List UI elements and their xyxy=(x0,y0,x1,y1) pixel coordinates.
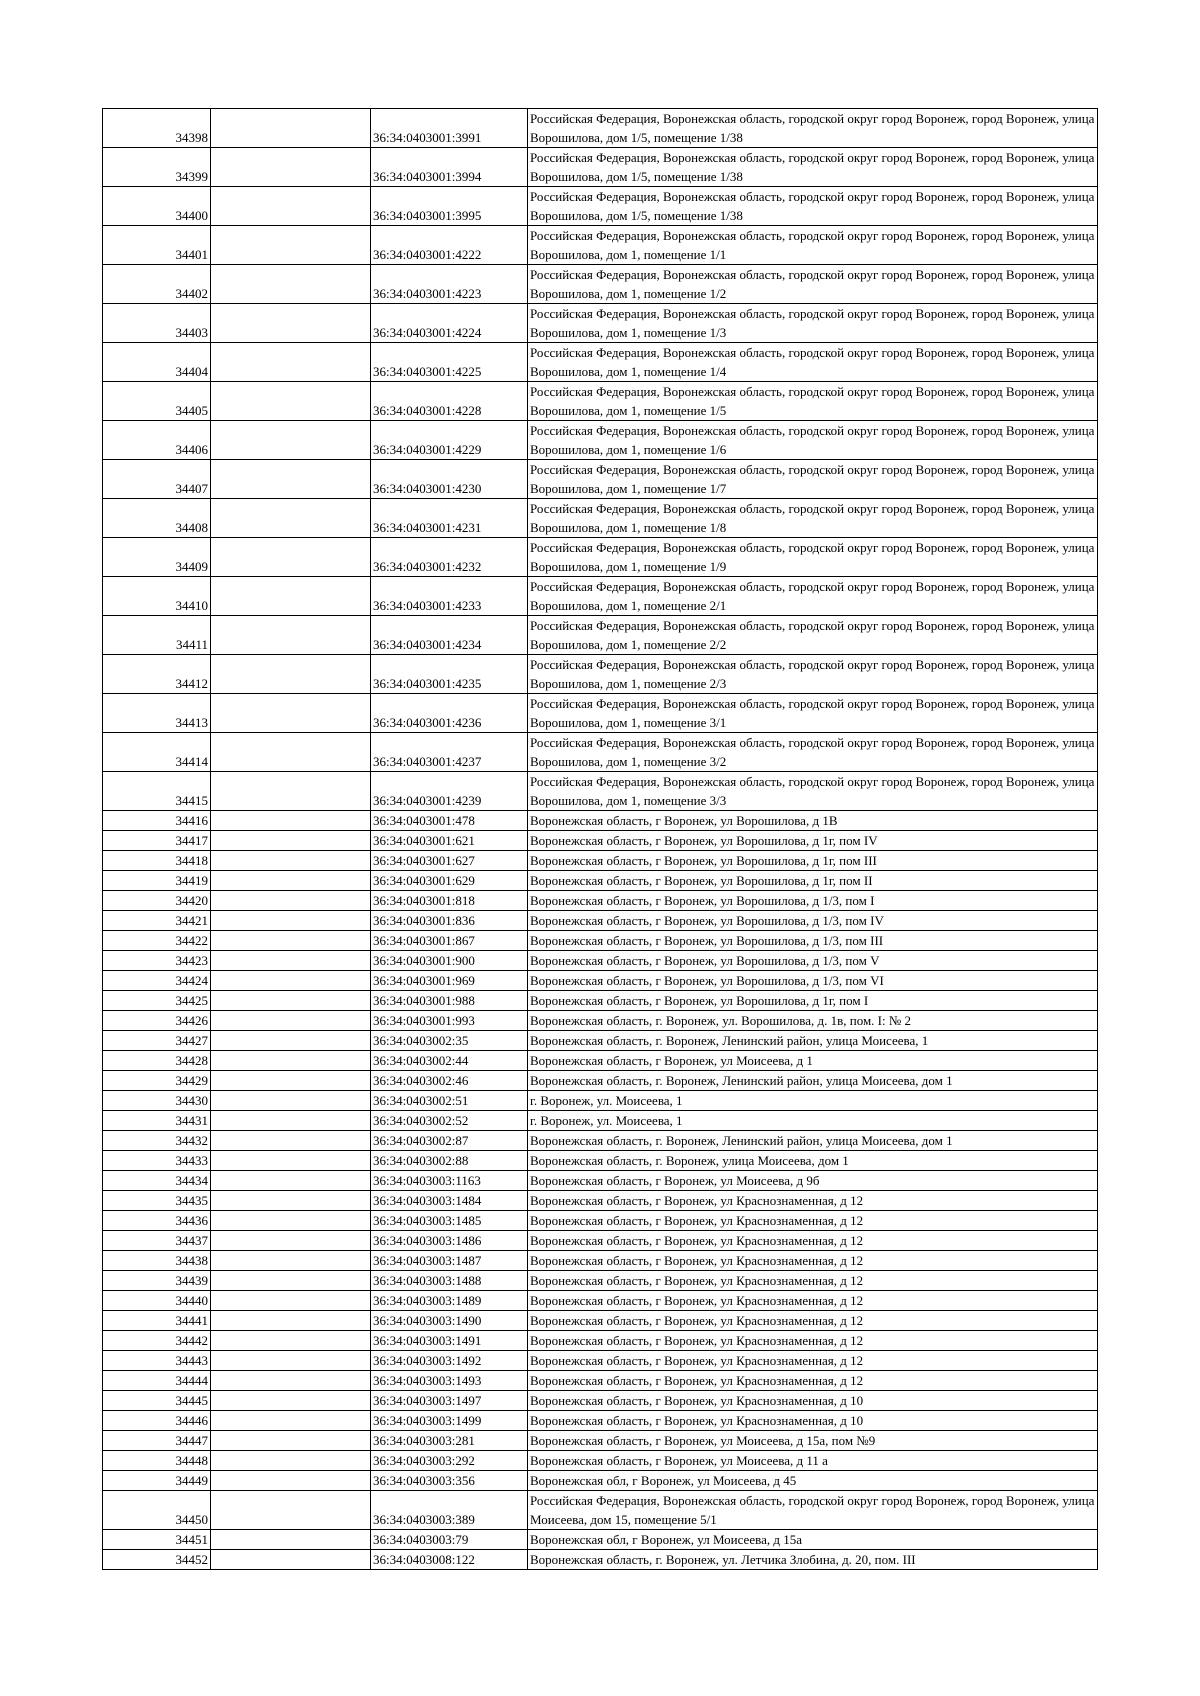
table-row xyxy=(103,421,1098,460)
address-cell: Российская Федерация, Воронежская область, городской округ город Воронеж, город Воронеж, улица Ворошилова, дом 1/5, помещение 1/38 xyxy=(528,148,1098,187)
empty-cell xyxy=(211,1011,371,1031)
address-cell: Российская Федерация, Воронежская область, городской округ город Воронеж, город Воронеж, улица Ворошилова, дом 1, помещение 3/3 xyxy=(528,772,1098,811)
address-cell: Воронежская область, г Воронеж, ул Краснознаменная, д 12 xyxy=(528,1291,1098,1311)
cadastral-number: 36:34:0403001:4234 xyxy=(371,616,528,655)
row-number: 34442 xyxy=(103,1331,211,1351)
table-row xyxy=(103,148,1098,187)
empty-cell xyxy=(211,1530,371,1550)
row-number: 34425 xyxy=(103,991,211,1011)
row-number: 34449 xyxy=(103,1471,211,1491)
cadastral-number: 36:34:0403002:51 xyxy=(371,1091,528,1111)
row-number: 34404 xyxy=(103,343,211,382)
address-cell: Российская Федерация, Воронежская область, городской округ город Воронеж, город Воронеж, улица Ворошилова, дом 1, помещение 2/1 xyxy=(528,577,1098,616)
cadastral-number: 36:34:0403003:1490 xyxy=(371,1311,528,1331)
row-number: 34429 xyxy=(103,1071,211,1091)
address-cell: Российская Федерация, Воронежская область, городской округ город Воронеж, город Воронеж, улица Ворошилова, дом 1, помещение 1/7 xyxy=(528,460,1098,499)
table-row xyxy=(103,911,1098,931)
address-cell: Воронежская область, г Воронеж, ул Моисеева, д 11 а xyxy=(528,1451,1098,1471)
cadastral-number: 36:34:0403003:1486 xyxy=(371,1231,528,1251)
table-row xyxy=(103,1271,1098,1291)
empty-cell xyxy=(211,148,371,187)
cadastral-number: 36:34:0403001:4232 xyxy=(371,538,528,577)
empty-cell xyxy=(211,655,371,694)
address-cell: Российская Федерация, Воронежская область, городской округ город Воронеж, город Воронеж, улица Ворошилова, дом 1, помещение 1/1 xyxy=(528,226,1098,265)
table-row xyxy=(103,891,1098,911)
cadastral-number: 36:34:0403001:4229 xyxy=(371,421,528,460)
cadastral-number: 36:34:0403001:3991 xyxy=(371,109,528,148)
cadastral-number: 36:34:0403001:629 xyxy=(371,871,528,891)
cadastral-number: 36:34:0403001:4222 xyxy=(371,226,528,265)
cadastral-number: 36:34:0403001:4230 xyxy=(371,460,528,499)
empty-cell xyxy=(211,577,371,616)
table-row xyxy=(103,109,1098,148)
row-number: 34409 xyxy=(103,538,211,577)
cadastral-number: 36:34:0403001:621 xyxy=(371,831,528,851)
address-cell: Воронежская область, г Воронеж, ул Ворошилова, д 1г, пом II xyxy=(528,871,1098,891)
address-cell: Воронежская область, г Воронеж, ул Краснознаменная, д 12 xyxy=(528,1371,1098,1391)
row-number: 34433 xyxy=(103,1151,211,1171)
address-cell: Воронежская область, г Воронеж, ул Краснознаменная, д 12 xyxy=(528,1331,1098,1351)
cadastral-number: 36:34:0403001:867 xyxy=(371,931,528,951)
row-number: 34443 xyxy=(103,1351,211,1371)
address-cell: Воронежская область, г Воронеж, ул Краснознаменная, д 12 xyxy=(528,1351,1098,1371)
table-row xyxy=(103,831,1098,851)
row-number: 34447 xyxy=(103,1431,211,1451)
empty-cell xyxy=(211,891,371,911)
address-cell: Российская Федерация, Воронежская область, городской округ город Воронеж, город Воронеж, улица Ворошилова, дом 1, помещение 1/2 xyxy=(528,265,1098,304)
row-number: 34422 xyxy=(103,931,211,951)
table-row xyxy=(103,1491,1098,1530)
empty-cell xyxy=(211,499,371,538)
table-row xyxy=(103,343,1098,382)
row-number: 34432 xyxy=(103,1131,211,1151)
empty-cell xyxy=(211,1431,371,1451)
table-row xyxy=(103,460,1098,499)
empty-cell xyxy=(211,421,371,460)
cadastral-number: 36:34:0403001:836 xyxy=(371,911,528,931)
cadastral-number: 36:34:0403001:969 xyxy=(371,971,528,991)
registry-table xyxy=(102,108,1098,1570)
row-number: 34403 xyxy=(103,304,211,343)
row-number: 34421 xyxy=(103,911,211,931)
table-row xyxy=(103,871,1098,891)
row-number: 34435 xyxy=(103,1191,211,1211)
row-number: 34448 xyxy=(103,1451,211,1471)
address-cell: Российская Федерация, Воронежская область, городской округ город Воронеж, город Воронеж, улица Ворошилова, дом 1, помещение 2/2 xyxy=(528,616,1098,655)
empty-cell xyxy=(211,616,371,655)
cadastral-number: 36:34:0403001:4228 xyxy=(371,382,528,421)
row-number: 34407 xyxy=(103,460,211,499)
cadastral-number: 36:34:0403001:4225 xyxy=(371,343,528,382)
table-row xyxy=(103,1351,1098,1371)
cadastral-number: 36:34:0403003:1484 xyxy=(371,1191,528,1211)
address-cell: Воронежская область, г Воронеж, ул Ворошилова, д 1г, пом I xyxy=(528,991,1098,1011)
table-row xyxy=(103,1231,1098,1251)
cadastral-number: 36:34:0403001:988 xyxy=(371,991,528,1011)
table-row xyxy=(103,187,1098,226)
registry-table-body xyxy=(103,109,1098,1570)
row-number: 34418 xyxy=(103,851,211,871)
empty-cell xyxy=(211,851,371,871)
address-cell: Воронежская область, г Воронеж, ул Ворошилова, д 1В xyxy=(528,811,1098,831)
table-row xyxy=(103,1311,1098,1331)
address-cell: Воронежская область, г Воронеж, ул Ворошилова, д 1/3, пом V xyxy=(528,951,1098,971)
cadastral-number: 36:34:0403001:4237 xyxy=(371,733,528,772)
table-row xyxy=(103,616,1098,655)
empty-cell xyxy=(211,382,371,421)
cadastral-number: 36:34:0403001:627 xyxy=(371,851,528,871)
cadastral-number: 36:34:0403002:44 xyxy=(371,1051,528,1071)
empty-cell xyxy=(211,1311,371,1331)
row-number: 34410 xyxy=(103,577,211,616)
table-row xyxy=(103,1211,1098,1231)
row-number: 34439 xyxy=(103,1271,211,1291)
address-cell: г. Воронеж, ул. Моисеева, 1 xyxy=(528,1111,1098,1131)
table-row xyxy=(103,951,1098,971)
address-cell: Воронежская область, г. Воронеж, ул. Летчика Злобина, д. 20, пом. III xyxy=(528,1550,1098,1570)
table-row xyxy=(103,851,1098,871)
table-row xyxy=(103,694,1098,733)
empty-cell xyxy=(211,1550,371,1570)
cadastral-number: 36:34:0403003:79 xyxy=(371,1530,528,1550)
row-number: 34408 xyxy=(103,499,211,538)
cadastral-number: 36:34:0403003:356 xyxy=(371,1471,528,1491)
address-cell: Российская Федерация, Воронежская область, городской округ город Воронеж, город Воронеж, улица Ворошилова, дом 1, помещение 1/3 xyxy=(528,304,1098,343)
empty-cell xyxy=(211,460,371,499)
cadastral-number: 36:34:0403003:1163 xyxy=(371,1171,528,1191)
address-cell: Воронежская область, г Воронеж, ул Краснознаменная, д 12 xyxy=(528,1231,1098,1251)
row-number: 34414 xyxy=(103,733,211,772)
row-number: 34434 xyxy=(103,1171,211,1191)
address-cell: Воронежская область, г. Воронеж, Ленинский район, улица Моисеева, 1 xyxy=(528,1031,1098,1051)
table-row xyxy=(103,1471,1098,1491)
empty-cell xyxy=(211,1031,371,1051)
table-row xyxy=(103,1451,1098,1471)
row-number: 34406 xyxy=(103,421,211,460)
row-number: 34401 xyxy=(103,226,211,265)
row-number: 34436 xyxy=(103,1211,211,1231)
cadastral-number: 36:34:0403003:281 xyxy=(371,1431,528,1451)
row-number: 34440 xyxy=(103,1291,211,1311)
cadastral-number: 36:34:0403002:87 xyxy=(371,1131,528,1151)
address-cell: Российская Федерация, Воронежская область, городской округ город Воронеж, город Воронеж, улица Ворошилова, дом 1, помещение 3/2 xyxy=(528,733,1098,772)
cadastral-number: 36:34:0403008:122 xyxy=(371,1550,528,1570)
row-number: 34431 xyxy=(103,1111,211,1131)
table-row xyxy=(103,1191,1098,1211)
address-cell: Воронежская область, г Воронеж, ул Краснознаменная, д 10 xyxy=(528,1411,1098,1431)
address-cell: Воронежская область, г Воронеж, ул Моисеева, д 1 xyxy=(528,1051,1098,1071)
table-row xyxy=(103,382,1098,421)
row-number: 34428 xyxy=(103,1051,211,1071)
address-cell: Российская Федерация, Воронежская область, городской округ город Воронеж, город Воронеж, улица Ворошилова, дом 1, помещение 1/6 xyxy=(528,421,1098,460)
empty-cell xyxy=(211,1271,371,1291)
table-row xyxy=(103,577,1098,616)
row-number: 34402 xyxy=(103,265,211,304)
cadastral-number: 36:34:0403002:35 xyxy=(371,1031,528,1051)
address-cell: Воронежская обл, г Воронеж, ул Моисеева, д 45 xyxy=(528,1471,1098,1491)
cadastral-number: 36:34:0403002:88 xyxy=(371,1151,528,1171)
empty-cell xyxy=(211,304,371,343)
table-row xyxy=(103,733,1098,772)
table-row xyxy=(103,1371,1098,1391)
cadastral-number: 36:34:0403003:1489 xyxy=(371,1291,528,1311)
row-number: 34416 xyxy=(103,811,211,831)
address-cell: Воронежская область, г Воронеж, ул Моисеева, д 9б xyxy=(528,1171,1098,1191)
empty-cell xyxy=(211,265,371,304)
empty-cell xyxy=(211,1411,371,1431)
cadastral-number: 36:34:0403001:3994 xyxy=(371,148,528,187)
address-cell: Воронежская область, г Воронеж, ул Ворошилова, д 1/3, пом III xyxy=(528,931,1098,951)
table-row xyxy=(103,1131,1098,1151)
cadastral-number: 36:34:0403003:1499 xyxy=(371,1411,528,1431)
cadastral-number: 36:34:0403001:993 xyxy=(371,1011,528,1031)
empty-cell xyxy=(211,1051,371,1071)
address-cell: Российская Федерация, Воронежская область, городской округ город Воронеж, город Воронеж, улица Ворошилова, дом 1/5, помещение 1/38 xyxy=(528,109,1098,148)
address-cell: Воронежская область, г. Воронеж, Ленинский район, улица Моисеева, дом 1 xyxy=(528,1071,1098,1091)
empty-cell xyxy=(211,772,371,811)
table-row xyxy=(103,1031,1098,1051)
row-number: 34427 xyxy=(103,1031,211,1051)
empty-cell xyxy=(211,1191,371,1211)
address-cell: Воронежская область, г Воронеж, ул Краснознаменная, д 12 xyxy=(528,1311,1098,1331)
address-cell: Воронежская область, г Воронеж, ул Ворошилова, д 1/3, пом I xyxy=(528,891,1098,911)
row-number: 34430 xyxy=(103,1091,211,1111)
table-row xyxy=(103,1111,1098,1131)
row-number: 34444 xyxy=(103,1371,211,1391)
cadastral-number: 36:34:0403003:292 xyxy=(371,1451,528,1471)
table-row xyxy=(103,772,1098,811)
row-number: 34415 xyxy=(103,772,211,811)
empty-cell xyxy=(211,733,371,772)
address-cell: Воронежская область, г Воронеж, ул Краснознаменная, д 12 xyxy=(528,1251,1098,1271)
empty-cell xyxy=(211,1471,371,1491)
cadastral-number: 36:34:0403001:4236 xyxy=(371,694,528,733)
cadastral-number: 36:34:0403001:4223 xyxy=(371,265,528,304)
cadastral-number: 36:34:0403002:46 xyxy=(371,1071,528,1091)
cadastral-number: 36:34:0403001:478 xyxy=(371,811,528,831)
table-row xyxy=(103,1411,1098,1431)
empty-cell xyxy=(211,1291,371,1311)
table-row xyxy=(103,265,1098,304)
empty-cell xyxy=(211,1171,371,1191)
address-cell: Воронежская область, г Воронеж, ул Краснознаменная, д 12 xyxy=(528,1191,1098,1211)
row-number: 34441 xyxy=(103,1311,211,1331)
address-cell: Воронежская область, г Воронеж, ул Краснознаменная, д 12 xyxy=(528,1211,1098,1231)
cadastral-number: 36:34:0403001:4231 xyxy=(371,499,528,538)
row-number: 34450 xyxy=(103,1491,211,1530)
empty-cell xyxy=(211,1331,371,1351)
row-number: 34413 xyxy=(103,694,211,733)
empty-cell xyxy=(211,109,371,148)
row-number: 34412 xyxy=(103,655,211,694)
table-row xyxy=(103,1151,1098,1171)
row-number: 34398 xyxy=(103,109,211,148)
row-number: 34423 xyxy=(103,951,211,971)
table-row xyxy=(103,991,1098,1011)
empty-cell xyxy=(211,971,371,991)
table-row xyxy=(103,1051,1098,1071)
address-cell: Воронежская область, г. Воронеж, Ленинский район, улица Моисеева, дом 1 xyxy=(528,1131,1098,1151)
address-cell: Воронежская область, г Воронеж, ул Ворошилова, д 1/3, пом VI xyxy=(528,971,1098,991)
empty-cell xyxy=(211,1091,371,1111)
table-row xyxy=(103,226,1098,265)
table-row xyxy=(103,1251,1098,1271)
cadastral-number: 36:34:0403003:1488 xyxy=(371,1271,528,1291)
table-row xyxy=(103,655,1098,694)
row-number: 34420 xyxy=(103,891,211,911)
empty-cell xyxy=(211,811,371,831)
empty-cell xyxy=(211,1251,371,1271)
row-number: 34405 xyxy=(103,382,211,421)
empty-cell xyxy=(211,1351,371,1371)
cadastral-number: 36:34:0403003:1493 xyxy=(371,1371,528,1391)
cadastral-number: 36:34:0403001:4224 xyxy=(371,304,528,343)
table-row xyxy=(103,538,1098,577)
cadastral-number: 36:34:0403003:389 xyxy=(371,1491,528,1530)
table-row xyxy=(103,1431,1098,1451)
address-cell: Российская Федерация, Воронежская область, городской округ город Воронеж, город Воронеж, улица Ворошилова, дом 1, помещение 3/1 xyxy=(528,694,1098,733)
address-cell: Российская Федерация, Воронежская область, городской округ город Воронеж, город Воронеж, улица Ворошилова, дом 1, помещение 1/9 xyxy=(528,538,1098,577)
cadastral-number: 36:34:0403003:1492 xyxy=(371,1351,528,1371)
cadastral-number: 36:34:0403003:1491 xyxy=(371,1331,528,1351)
cadastral-number: 36:34:0403002:52 xyxy=(371,1111,528,1131)
table-row xyxy=(103,971,1098,991)
cadastral-number: 36:34:0403003:1487 xyxy=(371,1251,528,1271)
address-cell: Воронежская область, г Воронеж, ул Моисеева, д 15а, пом №9 xyxy=(528,1431,1098,1451)
row-number: 34424 xyxy=(103,971,211,991)
address-cell: Российская Федерация, Воронежская область, городской округ город Воронеж, город Воронеж, улица Ворошилова, дом 1, помещение 2/3 xyxy=(528,655,1098,694)
table-row xyxy=(103,1071,1098,1091)
address-cell: Российская Федерация, Воронежская область, городской округ город Воронеж, город Воронеж, улица Ворошилова, дом 1, помещение 1/4 xyxy=(528,343,1098,382)
row-number: 34452 xyxy=(103,1550,211,1570)
cadastral-number: 36:34:0403003:1497 xyxy=(371,1391,528,1411)
row-number: 34446 xyxy=(103,1411,211,1431)
empty-cell xyxy=(211,343,371,382)
empty-cell xyxy=(211,951,371,971)
table-row xyxy=(103,1011,1098,1031)
address-cell: Воронежская область, г. Воронеж, ул. Ворошилова, д. 1в, пом. I: № 2 xyxy=(528,1011,1098,1031)
address-cell: г. Воронеж, ул. Моисеева, 1 xyxy=(528,1091,1098,1111)
cadastral-number: 36:34:0403001:4233 xyxy=(371,577,528,616)
row-number: 34399 xyxy=(103,148,211,187)
cadastral-number: 36:34:0403003:1485 xyxy=(371,1211,528,1231)
row-number: 34437 xyxy=(103,1231,211,1251)
row-number: 34411 xyxy=(103,616,211,655)
empty-cell xyxy=(211,911,371,931)
cadastral-number: 36:34:0403001:4235 xyxy=(371,655,528,694)
address-cell: Российская Федерация, Воронежская область, городской округ город Воронеж, город Воронеж, улица Ворошилова, дом 1/5, помещение 1/38 xyxy=(528,187,1098,226)
address-cell: Российская Федерация, Воронежская область, городской округ город Воронеж, город Воронеж, улица Моисеева, дом 15, помещение 5/1 xyxy=(528,1491,1098,1530)
table-row xyxy=(103,1171,1098,1191)
address-cell: Воронежская область, г. Воронеж, улица Моисеева, дом 1 xyxy=(528,1151,1098,1171)
empty-cell xyxy=(211,1451,371,1471)
table-row xyxy=(103,1291,1098,1311)
address-cell: Воронежская область, г Воронеж, ул Ворошилова, д 1г, пом IV xyxy=(528,831,1098,851)
empty-cell xyxy=(211,871,371,891)
row-number: 34451 xyxy=(103,1530,211,1550)
empty-cell xyxy=(211,694,371,733)
cadastral-number: 36:34:0403001:3995 xyxy=(371,187,528,226)
table-row xyxy=(103,1091,1098,1111)
empty-cell xyxy=(211,1371,371,1391)
empty-cell xyxy=(211,1111,371,1131)
row-number: 34417 xyxy=(103,831,211,851)
empty-cell xyxy=(211,1231,371,1251)
address-cell: Воронежская область, г Воронеж, ул Ворошилова, д 1/3, пом IV xyxy=(528,911,1098,931)
empty-cell xyxy=(211,1131,371,1151)
table-row xyxy=(103,1331,1098,1351)
row-number: 34438 xyxy=(103,1251,211,1271)
table-row xyxy=(103,499,1098,538)
empty-cell xyxy=(211,1391,371,1411)
address-cell: Воронежская область, г Воронеж, ул Краснознаменная, д 12 xyxy=(528,1271,1098,1291)
empty-cell xyxy=(211,831,371,851)
table-row xyxy=(103,931,1098,951)
row-number: 34445 xyxy=(103,1391,211,1411)
empty-cell xyxy=(211,1491,371,1530)
table-row xyxy=(103,1530,1098,1550)
address-cell: Российская Федерация, Воронежская область, городской округ город Воронеж, город Воронеж, улица Ворошилова, дом 1, помещение 1/5 xyxy=(528,382,1098,421)
empty-cell xyxy=(211,1151,371,1171)
cadastral-number: 36:34:0403001:4239 xyxy=(371,772,528,811)
address-cell: Российская Федерация, Воронежская область, городской округ город Воронеж, город Воронеж, улица Ворошилова, дом 1, помещение 1/8 xyxy=(528,499,1098,538)
table-row xyxy=(103,1550,1098,1570)
address-cell: Воронежская обл, г Воронеж, ул Моисеева, д 15а xyxy=(528,1530,1098,1550)
empty-cell xyxy=(211,226,371,265)
empty-cell xyxy=(211,1211,371,1231)
empty-cell xyxy=(211,1071,371,1091)
cadastral-number: 36:34:0403001:900 xyxy=(371,951,528,971)
table-row xyxy=(103,304,1098,343)
row-number: 34419 xyxy=(103,871,211,891)
table-row xyxy=(103,811,1098,831)
cadastral-number: 36:34:0403001:818 xyxy=(371,891,528,911)
empty-cell xyxy=(211,931,371,951)
empty-cell xyxy=(211,538,371,577)
row-number: 34426 xyxy=(103,1011,211,1031)
row-number: 34400 xyxy=(103,187,211,226)
table-row xyxy=(103,1391,1098,1411)
address-cell: Воронежская область, г Воронеж, ул Ворошилова, д 1г, пом III xyxy=(528,851,1098,871)
address-cell: Воронежская область, г Воронеж, ул Краснознаменная, д 10 xyxy=(528,1391,1098,1411)
empty-cell xyxy=(211,187,371,226)
empty-cell xyxy=(211,991,371,1011)
